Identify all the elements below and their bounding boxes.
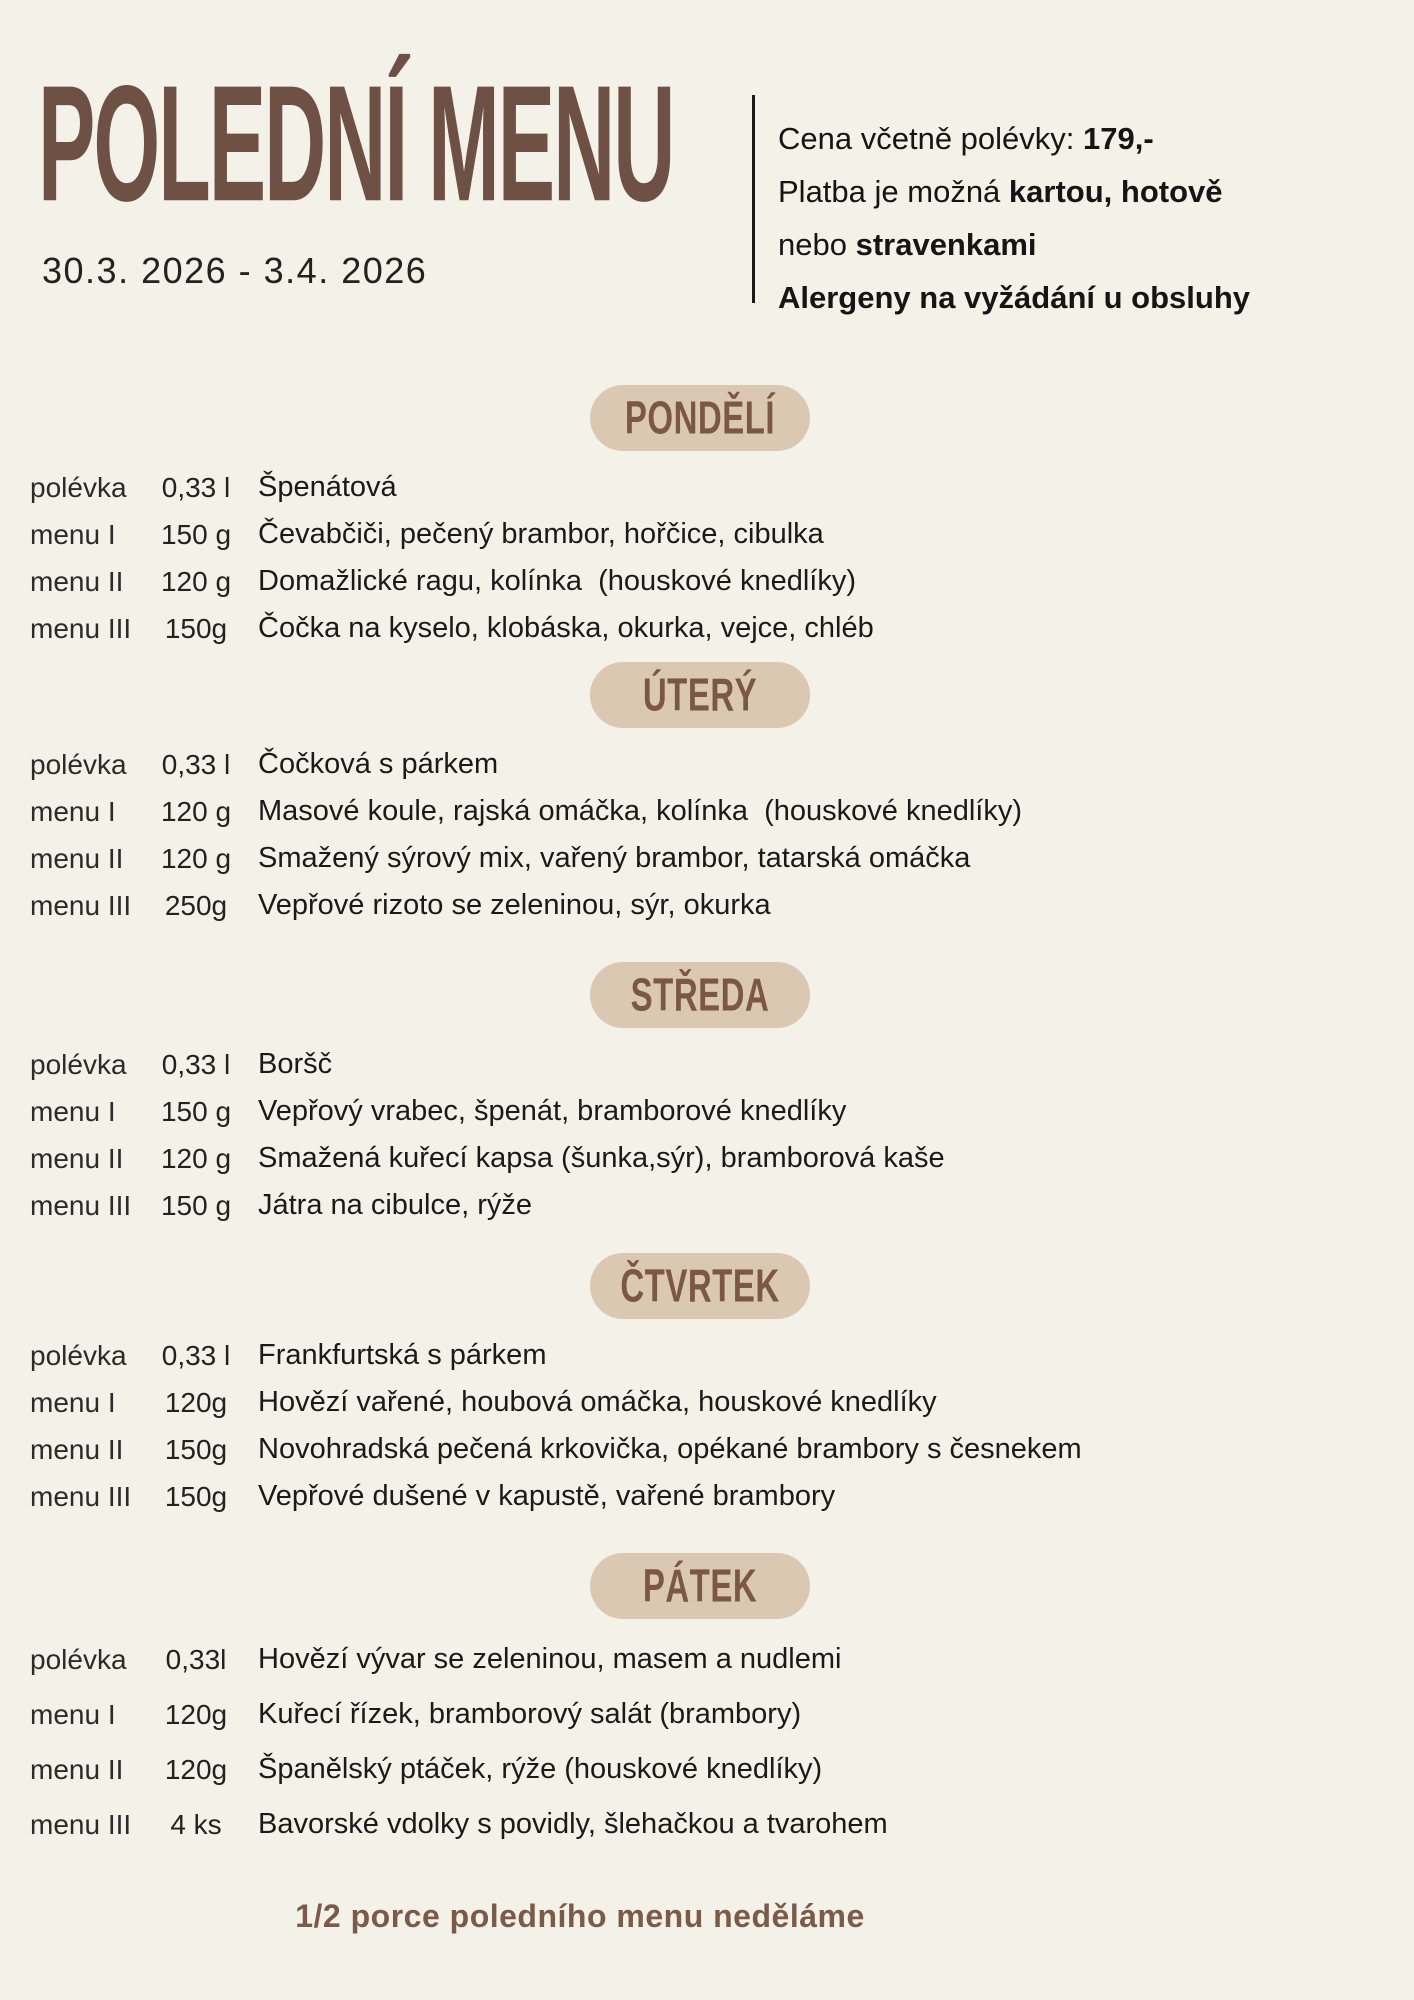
menu-row [0,1088,1414,1135]
menu-row [0,1332,1414,1379]
day-section-monday [0,385,1414,652]
info-block [778,112,1388,324]
row-dish: Smažený sýrový mix, vařený brambor, tatarská omáčka [258,842,971,874]
menu-row [0,1632,1414,1687]
day-rows [0,741,1414,929]
payment-card: kartou [1008,174,1104,209]
row-quantity: 4 ks [170,1808,222,1840]
menu-row [0,1687,1414,1742]
row-dish: Vepřové rizoto se zeleninou, sýr, okurka [258,889,771,921]
row-label: polévka [30,1048,127,1080]
row-dish: Čočková s párkem [258,748,499,780]
menu-row [0,1379,1414,1426]
menu-row [0,835,1414,882]
row-quantity: 0,33 l [161,1048,231,1080]
price-value: 179,- [1083,121,1154,156]
row-dish: Frankfurtská s párkem [258,1339,547,1371]
menu-row [0,1742,1414,1797]
day-badge [590,385,810,451]
row-dish: Domažlické ragu, kolínka (houskové knedlíky) [258,565,856,597]
allergens-note: Alergeny na vyžádání u obsluhy [778,280,1251,315]
row-quantity: 120 g [160,565,232,597]
menu-row [0,464,1414,511]
payment-vouchers: stravenkami [855,227,1037,262]
row-quantity: 150g [164,612,228,644]
row-dish: Čočka na kyselo, klobáska, okurka, vejce, chléb [258,612,874,644]
menu-row [0,1041,1414,1088]
day-rows [0,464,1414,652]
payment-label: Platba je možná [778,174,1009,209]
row-quantity: 120 g [160,842,232,874]
row-dish: Vepřové dušené v kapustě, vařené brambory [258,1480,836,1512]
day-badge [590,1253,810,1319]
row-quantity: 120 g [160,795,232,827]
menu-row [0,1473,1414,1520]
row-label: menu II [30,565,124,597]
payment-or: nebo [778,227,856,262]
menu-row [0,1135,1414,1182]
price-label: Cena včetně polévky: [778,121,1084,156]
day-badge [590,1553,810,1619]
row-label: polévka [30,471,127,503]
row-quantity: 150 g [160,518,232,550]
row-quantity: 0,33 l [161,1339,231,1371]
row-label: menu I [30,1095,116,1127]
menu-row [0,1797,1414,1852]
row-label: polévka [30,1643,127,1675]
row-quantity: 120g [164,1753,228,1785]
page-title: POLEDNÍ MENU [38,52,674,237]
date-range: 30.3. 2026 - 3.4. 2026 [42,250,428,291]
day-name: ÚTERÝ [642,668,758,721]
day-section-friday [0,1553,1414,1852]
row-dish: Hovězí vývar se zeleninou, masem a nudlemi [258,1643,842,1675]
day-name: ČTVRTEK [620,1259,780,1312]
row-label: menu II [30,1753,124,1785]
day-name: PÁTEK [642,1559,758,1612]
row-label: menu II [30,1142,124,1174]
footer-note: 1/2 porce poledního menu neděláme [295,1898,865,1934]
day-section-wednesday [0,962,1414,1229]
row-dish: Bavorské vdolky s povidly, šlehačkou a tvarohem [258,1808,888,1840]
row-quantity: 120 g [160,1142,232,1174]
row-label: menu II [30,1433,124,1465]
row-quantity: 150 g [160,1095,232,1127]
row-label: menu III [30,612,132,644]
header-divider [752,95,755,303]
menu-row [0,605,1414,652]
row-label: polévka [30,1339,127,1371]
day-badge [590,662,810,728]
allergens-line [778,271,1388,324]
row-label: menu II [30,842,124,874]
row-quantity: 0,33 l [161,748,231,780]
menu-row [0,1182,1414,1229]
row-dish: Smažená kuřecí kapsa (šunka,sýr), bramborová kaše [258,1142,945,1174]
row-dish: Vepřový vrabec, špenát, bramborové knedlíky [258,1095,847,1127]
row-label: menu I [30,1698,116,1730]
row-dish: Špenátová [258,471,397,503]
row-quantity: 120g [164,1698,228,1730]
day-name: STŘEDA [630,968,770,1021]
day-rows [0,1041,1414,1229]
payment-separator: , [1103,174,1121,209]
day-rows [0,1632,1414,1852]
row-label: menu I [30,1386,116,1418]
day-name: PONDĚLÍ [624,391,776,444]
row-dish: Játra na cibulce, rýže [258,1189,533,1221]
row-dish: Kuřecí řízek, bramborový salát (brambory) [258,1698,802,1730]
day-badge [590,962,810,1028]
row-quantity: 150 g [160,1189,232,1221]
menu-row [0,1426,1414,1473]
row-label: menu III [30,889,132,921]
payment-cash: hotově [1120,174,1223,209]
day-section-tuesday [0,662,1414,929]
row-dish: Masové koule, rajská omáčka, kolínka (houskové knedlíky) [258,795,1023,827]
row-label: menu I [30,795,116,827]
row-quantity: 0,33 l [161,471,231,503]
menu-row [0,558,1414,605]
row-dish: Boršč [258,1048,333,1080]
row-dish: Hovězí vařené, houbová omáčka, houskové knedlíky [258,1386,937,1418]
menu-row [0,741,1414,788]
row-quantity: 150g [164,1480,228,1512]
row-dish: Španělský ptáček, rýže (houskové knedlíky) [258,1753,823,1785]
row-label: menu III [30,1808,132,1840]
row-quantity: 0,33l [165,1643,227,1675]
menu-row [0,882,1414,929]
row-label: menu III [30,1480,132,1512]
price-line [778,112,1388,165]
day-section-thursday [0,1253,1414,1520]
row-quantity: 150g [164,1433,228,1465]
row-dish: Čevabčiči, pečený brambor, hořčice, cibulka [258,518,824,550]
menu-row [0,511,1414,558]
row-quantity: 250g [164,889,228,921]
row-label: polévka [30,748,127,780]
payment-line-2 [778,218,1388,271]
row-quantity: 120g [164,1386,228,1418]
payment-line [778,165,1388,218]
row-label: menu I [30,518,116,550]
row-dish: Novohradská pečená krkovička, opékané brambory s česnekem [258,1433,1082,1465]
row-label: menu III [30,1189,132,1221]
menu-row [0,788,1414,835]
day-rows [0,1332,1414,1520]
